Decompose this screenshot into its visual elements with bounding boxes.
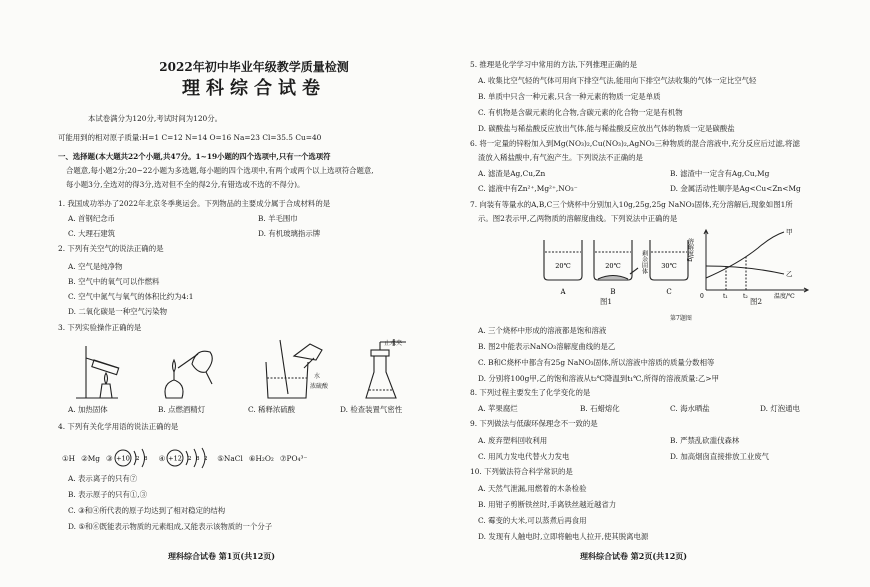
beaker-b-temp: 20℃	[605, 262, 621, 270]
beaker-a-label: A	[560, 288, 566, 296]
q10-option-a: A. 天然气泄漏,用燃着的木条检验	[478, 484, 587, 493]
beaker-c-temp: 30℃	[661, 262, 677, 270]
q4-stem: 4. 下列有关化学用语的说法正确的是	[58, 422, 179, 431]
exam-title: 2022年初中毕业年级教学质量检测	[159, 60, 349, 74]
q5-option-c: C. 有机物是含碳元素的化合物,含碳元素的化合物一定是有机物	[478, 108, 683, 117]
curve-yi-label: 乙	[786, 270, 793, 278]
intro-atomic-mass: 可能用到的相对原子质量:H=1 C=12 N=14 O=16 Na=23 Cl=35.5 Cu=40	[58, 133, 322, 142]
intro-score: 本试卷满分为120分,考试时间为120分。	[88, 114, 223, 123]
q9-option-d: D. 加高烟囱直接排放工业废气	[670, 452, 770, 461]
q7-figure1-beakers	[540, 232, 700, 306]
q5-option-a: A. 收集比空气轻的气体可用向下排空气法,能用向下排空气法收集的气体一定比空气轻	[478, 76, 757, 85]
q5-option-d: D. 碳酸盐与稀盐酸反应放出气体,能与稀盐酸反应放出气体的物质一定是碳酸盐	[478, 124, 735, 133]
svg-text:2: 2	[135, 456, 140, 462]
q9-option-c: C. 用风力发电代替火力发电	[478, 452, 570, 461]
q8-option-c: C. 海水晒盐	[670, 404, 710, 413]
q6-stem-1: 6. 将一定量的锌粉加入到Mg(NO₃)₂,Cu(NO₃)₂,AgNO₃三种物质的混合溶液中,充分反应后过滤,将滤	[470, 139, 800, 148]
q6-option-d: D. 金属活动性顺序是Ag<Cu<Zn<Mg	[670, 184, 801, 193]
q4-option-b: B. 表示原子的只有①,③	[68, 490, 147, 499]
left-page	[58, 0, 450, 587]
q3-water-label: 水	[314, 373, 321, 380]
atom-diagram-icon	[165, 447, 211, 469]
q2-option-d: D. 二氧化碳是一种空气污染物	[68, 307, 168, 316]
q1-option-d: D. 有机玻璃指示牌	[258, 229, 321, 238]
residue-label: 剩余固体	[640, 250, 648, 274]
q9-stem: 9. 下列做法与低碳环保理念不一致的是	[470, 419, 598, 428]
section-instructions-3: 每小题3分,全选对的得3分,选对但不全的得2分,有错选或不选的不得分)。	[66, 180, 305, 189]
q3-lab-figures	[66, 338, 446, 402]
q7-fig2-caption: 图2	[750, 297, 763, 306]
q4-symbol-2: ②Mg	[81, 453, 101, 463]
q4-atom-structure-4: ④ +12 2 8 2	[159, 447, 212, 469]
q9-option-a: A. 废弃塑料回收利用	[478, 436, 548, 445]
q4-option-a: A. 表示离子的只有⑦	[68, 474, 138, 483]
q10-option-d: D. 发现有人触电时,立即将触电人拉开,使其脱离电源	[478, 532, 649, 541]
q2-option-c: C. 空气中氮气与氧气的体积比约为4:1	[68, 292, 194, 301]
q2-stem: 2. 下列有关空气的说法正确的是	[58, 244, 164, 253]
q5-stem: 5. 推理是化学学习中常用的方法,下列推理正确的是	[470, 60, 637, 69]
q3-option-c: C. 稀释浓硫酸	[248, 405, 296, 414]
q2-option-b: B. 空气中的氧气可以作燃料	[68, 277, 160, 286]
q7-fig1-caption: 图1	[600, 297, 613, 306]
curve-jia-label: 甲	[786, 228, 793, 236]
svg-text:8: 8	[196, 456, 200, 462]
q3-option-d: D. 检查装置气密性	[340, 405, 403, 414]
q7-option-a: A. 三个烧杯中形成的溶液都是饱和溶液	[478, 326, 607, 335]
beaker-b-label: B	[610, 288, 616, 296]
q7-stem-1: 7. 向装有等量水的A,B,C三个烧杯中分别加入10g,25g,25g NaNO₃固体,充分溶解后,现象如图1所	[470, 200, 793, 209]
q1-stem: 1. 我国成功举办了2022年北京冬季奥运会。下列物品的主要成分属于合成材料的是	[58, 199, 331, 208]
q8-stem: 8. 下列过程主要发生了化学变化的是	[470, 388, 591, 397]
q4-atom-structure-3: ③ +10 2 8	[106, 447, 153, 469]
section-instructions-1: 一、选择题(本大题共22个小题,共47分。1~19小题的四个选项中,只有一个选项符	[58, 152, 331, 161]
q4-option-d: D. ⑤和⑥既能表示物质的元素组成,又能表示该物质的一个分子	[68, 522, 273, 531]
q3-stopcock-label: 止水夹	[384, 340, 403, 347]
q7-option-d: D. 分别将100g甲,乙的饱和溶液从t₂℃降温到t₁℃,所得的溶液质量:乙>甲	[478, 374, 719, 383]
q3-acid-label: 浓硫酸	[310, 383, 329, 390]
q7-option-c: C. B和C烧杯中都含有25g NaNO₃固体,所以溶液中溶质的质量分数相等	[478, 358, 715, 367]
svg-text:8: 8	[143, 456, 148, 462]
q3-option-b: B. 点燃酒精灯	[158, 405, 206, 414]
q4-option-c: C. ③和④所代表的原子均达到了相对稳定的结构	[68, 506, 226, 515]
q4-symbol-6: ⑥H₂O₂	[248, 453, 274, 463]
q10-option-b: B. 用钳子剪断铁丝时,手离铁丝越近越省力	[478, 500, 617, 509]
section-instructions-2: 合题意,每小题2分;20~22小题为多选题,每小题的四个选项中,有两个或两个以上选项符合题意,	[66, 166, 374, 175]
right-page	[470, 0, 852, 587]
x-axis-label: 温度/℃	[774, 293, 795, 300]
q4-symbol-7: ⑦PO₄³⁻	[279, 453, 308, 463]
t2-label: t₂	[743, 293, 748, 300]
q1-option-b: B. 羊毛围巾	[258, 214, 298, 223]
q6-option-b: B. 滤渣中一定含有Ag,Cu,Mg	[670, 169, 770, 178]
q7-figure-label: 第7题图	[670, 315, 692, 322]
y-axis-label: 溶解度/g	[686, 238, 694, 262]
q10-option-c: C. 霉变的大米,可以蒸煮后再食用	[478, 516, 587, 525]
q6-option-c: C. 滤液中有Zn²⁺,Mg²⁺,NO₃⁻	[478, 184, 578, 193]
q6-option-a: A. 滤渣是Ag,Cu,Zn	[478, 169, 546, 178]
q9-option-b: B. 严禁乱砍滥伐森林	[670, 436, 740, 445]
beaker-c-label: C	[666, 288, 672, 296]
q3-stem: 3. 下列实验操作正确的是	[58, 323, 142, 332]
svg-text:2: 2	[188, 456, 192, 462]
q6-stem-2: 渣放入稀盐酸中,有气泡产生。下列说法不正确的是	[478, 153, 643, 162]
nucleus-label-4: +12	[168, 454, 183, 463]
q5-option-b: B. 单质中只含一种元素,只含一种元素的物质一定是单质	[478, 92, 661, 101]
q1-option-a: A. 首钢纪念币	[68, 214, 115, 223]
q4-symbol-1: ①H	[62, 453, 76, 463]
q7-stem-2: 示。图2表示甲,乙两物质的溶解度曲线。下列说法中正确的是	[478, 214, 678, 223]
svg-text:2: 2	[204, 456, 208, 462]
atom-diagram-icon	[113, 447, 153, 469]
q7-figure2-solubility-chart	[688, 226, 828, 306]
beaker-a-temp: 20℃	[555, 262, 571, 270]
q1-option-c: C. 大理石建筑	[68, 229, 116, 238]
left-footer: 理科综合试卷 第1页(共12页)	[168, 551, 276, 561]
q7-option-b: B. 图2中能表示NaNO₃溶解度曲线的是乙	[478, 342, 616, 351]
nucleus-label-3: +10	[115, 454, 130, 463]
origin-label: 0	[700, 293, 704, 300]
q8-option-b: B. 石蜡熔化	[580, 404, 620, 413]
subject-title: 理科综合试卷	[182, 78, 326, 99]
q8-option-a: A. 苹果腐烂	[478, 404, 518, 413]
q4-symbol-5: ⑤NaCl	[217, 453, 243, 463]
right-footer: 理科综合试卷 第2页(共12页)	[580, 551, 688, 561]
q10-stem: 10. 下列做法符合科学常识的是	[470, 467, 573, 476]
q3-option-a: A. 加热固体	[68, 405, 108, 414]
q2-option-a: A. 空气是纯净物	[68, 262, 123, 271]
q8-option-d: D. 灯泡通电	[760, 404, 800, 413]
q4-symbol-row	[62, 447, 307, 469]
t1-label: t₁	[723, 293, 728, 300]
